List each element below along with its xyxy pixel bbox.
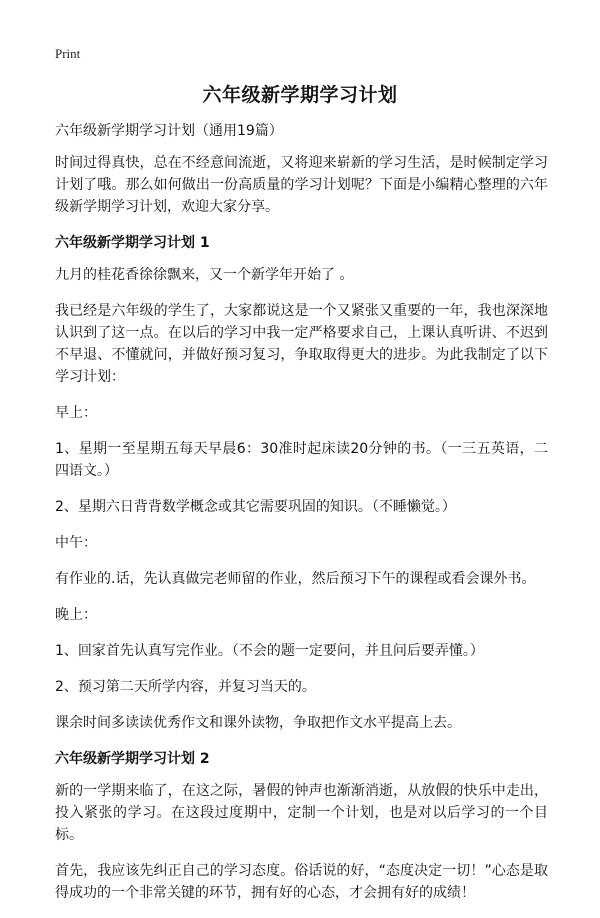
section-heading: 六年级新学期学习计划 2 (55, 751, 210, 767)
plan-section-2 (55, 748, 548, 904)
plan-section-1 (55, 232, 548, 734)
section-paragraph: 新的一学期来临了，在这之际，暑假的钟声也渐渐消逝，从放假的快乐中走出，投入紧张的学习。在这段过度期中，定制一个计划，也是对以后学习的一个目标。 (55, 783, 548, 843)
intro-paragraph: 时间过得真快，总在不经意间流逝，又将迎来崭新的学习生活，是时候制定学习计划了哦。那么如何做出一份高质量的学习计划呢？下面是小编精心整理的六年级新学期学习计划，欢迎大家分享。 (55, 155, 548, 215)
document-subtitle: 六年级新学期学习计划（通用19篇） (55, 123, 283, 139)
section-paragraph: 1、星期一至星期五每天早晨6：30准时起床读20分钟的书。（一三五英语，二四语文。） (55, 441, 548, 479)
time-label-morning: 早上： (55, 405, 97, 421)
section-paragraph: 课余时间多读读优秀作文和课外读物，争取把作文水平提高上去。 (55, 715, 461, 731)
time-label-evening: 晚上： (55, 607, 97, 623)
section-paragraph: 2、预习第二天所学内容，并复习当天的。 (55, 679, 316, 695)
section-paragraph: 2、星期六日背背数学概念或其它需要巩固的知识。（不睡懒觉。） (55, 499, 456, 515)
section-paragraph: 有作业的.话，先认真做完老师留的作业，然后预习下午的课程或看会课外书。 (55, 571, 536, 587)
section-paragraph: 九月的桂花香徐徐飘来，又一个新学年开始了 。 (55, 267, 354, 283)
document-body (55, 120, 548, 918)
section-paragraph: 1、回家首先认真写完作业。（不会的题一定要问，并且问后要弄懂。） (55, 643, 484, 659)
section-paragraph: 首先，我应该先纠正自己的学习态度。俗话说的好，“态度决定一切！”心态是取得成功的一个非常关键的环节，拥有好的心态，才会拥有好的成绩！ (55, 863, 548, 901)
section-paragraph: 我已经是六年级的学生了，大家都说这是一个又紧张又重要的一年，我也深深地认识到了这一点。在以后的学习中我一定严格要求自己，上课认真听讲、不迟到不早退、不懂就问，并做好预习复习，争取取得更大的进步。为此我制定了以下学习计划： (55, 303, 548, 385)
time-label-noon: 中午： (55, 535, 97, 551)
section-heading: 六年级新学期学习计划 1 (55, 235, 210, 251)
print-link[interactable]: Print (55, 46, 81, 61)
document-title: 六年级新学期学习计划 (202, 84, 398, 106)
